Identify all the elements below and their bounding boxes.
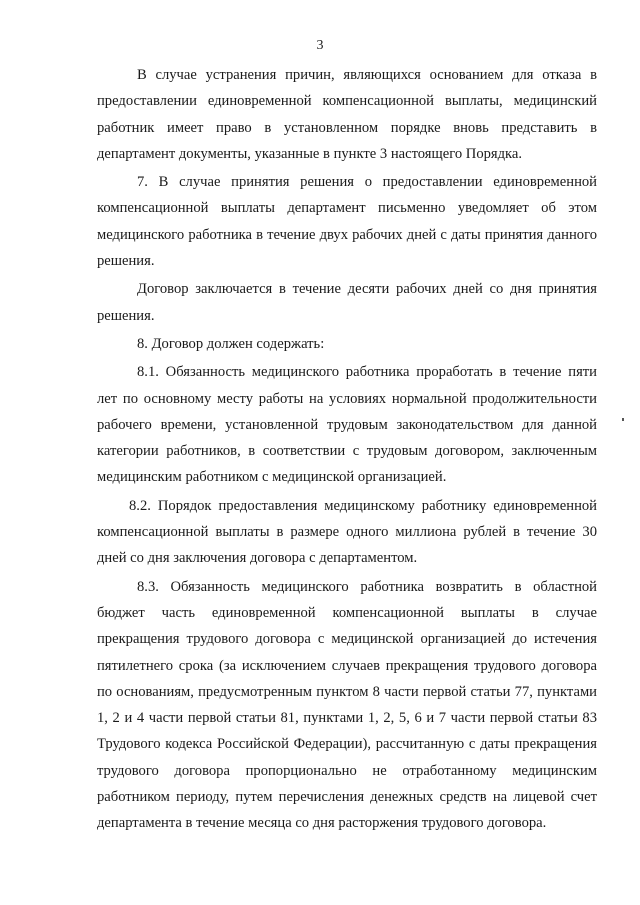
paragraph-8-contract-contents: 8. Договор должен содержать: [137,335,325,352]
paragraph-contract-term: Договор заключается в течение десяти рабочих дней со дня принятия решения. [97,281,597,324]
paragraph-8-3-refund-obligation: 8.3. Обязанность медицинского работника возвратить в областной бюджет часть единовременной компенсационной выплаты в случае прекращения трудового договора с медицинской организацией до истечения пятилетнего срока (за исключением случаев прекращения трудового договора по основаниям, предусмотренным пунктом 8 части первой статьи 77, пунктами 1, 2 и 4 части первой статьи 81, пунктами 1, 2, 5, 6 и 7 части первой статьи 83 Трудового кодекса Российской Федерации), рассчитанную с даты прекращения трудового договора пропорционально не отработанному медицинским работником периоду, путем перечисления денежных средств на лицевой счет департамента в течение месяца со дня расторжения трудового договора. [97,578,597,832]
page-number: 3 [316,38,324,53]
paragraph-8-1-work-obligation: 8.1. Обязанность медицинского работника проработать в течение пяти лет по основному месту работы на условиях нормальной продолжительности рабочего времени, установленной трудовым законодательством для данной категории работников, в соответствии с трудовым договором, заключенным медицинским работником с медицинской организацией. [97,364,597,486]
paragraph-8-2-payment-procedure: 8.2. Порядок предоставления медицинскому работнику единовременной компенсационной выплаты в размере одного миллиона рублей в течение 30 дней со дня заключения договора с департаментом. [97,497,597,567]
document-body [97,62,597,837]
paragraph-refusal-remedy: В случае устранения причин, являющихся основанием для отказа в предоставлении единовременной компенсационной выплаты, медицинский работник имеет право в установленном порядке вновь представить в департамент документы, указанные в пункте 3 настоящего Порядка. [97,67,597,162]
scan-margin-mark [622,418,624,421]
paragraph-7-decision-notice: 7. В случае принятия решения о предоставлении единовременной компенсационной выплаты департамент письменно уведомляет об этом медицинского работника в течение двух рабочих дней с даты принятия данного решения. [97,174,597,270]
